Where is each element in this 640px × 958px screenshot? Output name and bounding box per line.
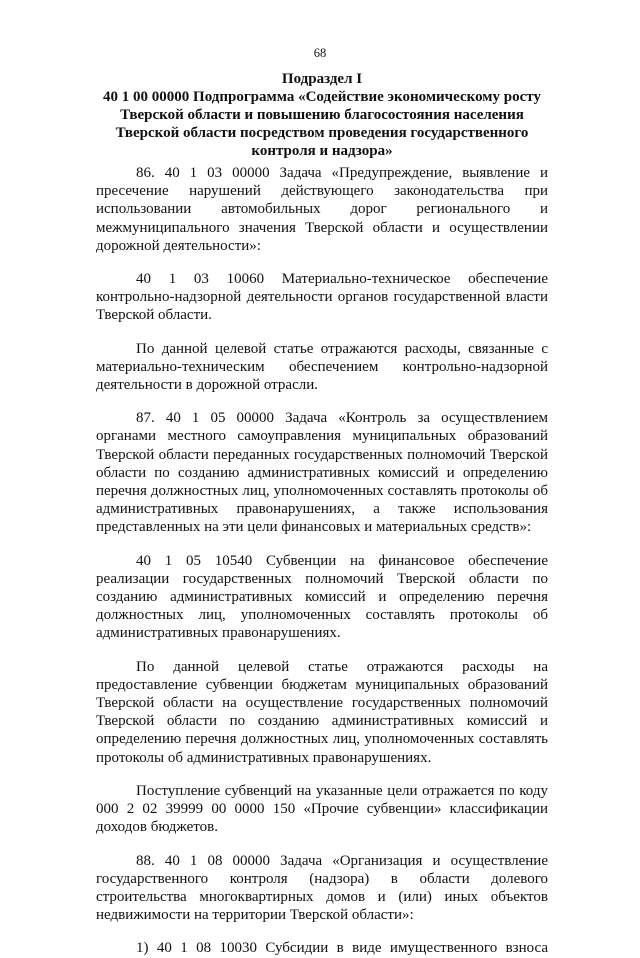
paragraph-task-88: 88. 40 1 08 00000 Задача «Организация и осуществление государственного контроля (надзора) в области долевого строительства многоквартирных домов и (или) иных объектов недвижимости на территории Тверской области»: [96, 852, 548, 924]
heading-line-program: 40 1 00 00000 Подпрограмма «Содействие экономическому росту [103, 89, 541, 105]
paragraph-task-86: 86. 40 1 03 00000 Задача «Предупреждение, выявление и пресечение нарушений действующего законодательства при использовании автомобильных дорог регионального и межмуниципального значения Тверской области и осуществлении дорожной деятельности»: [96, 165, 548, 254]
heading-line-program-cont-2: Тверской области посредством проведения государственного [115, 125, 529, 141]
heading-line-program-cont-1: Тверской области и повышению благосостояния населения [120, 107, 524, 123]
paragraph-article-40-1-05-10540: 40 1 05 10540 Субвенции на финансовое обеспечение реализации государственных полномочий Тверской области по созданию административных комиссий и определению перечня должностных лиц, уполномоченных составлять протоколы об административных правонарушениях. [96, 552, 548, 642]
paragraph-revenue-code: Поступление субвенций на указанные цели отражается по коду 000 2 02 39999 00 0000 150 «Прочие субвенции» классификации доходов бюджетов. [96, 782, 548, 836]
paragraph-article-description-2: По данной целевой статье отражаются расходы на предоставление субвенции бюджетам муниципальных образований Тверской области на осуществление государственных полномочий Тверской области по созданию административных комиссий и определению перечня должностных лиц, уполномоченных составлять протоколы об административных правонарушениях. [96, 658, 548, 766]
paragraph-item-1: 1) 40 1 08 10030 Субсидии в виде имущественного взноса [136, 940, 548, 957]
body-text [96, 164, 548, 958]
section-heading [96, 70, 548, 160]
paragraph-article-40-1-03-10060: 40 1 03 10060 Материально-техническое обеспечение контрольно-надзорной деятельности органов государственной власти Тверской области. [96, 271, 548, 324]
paragraph-article-description-1: По данной целевой статье отражаются расходы, связанные с материально-техническим обеспечением контрольно-надзорной деятельности в дорожной отрасли. [96, 340, 548, 394]
heading-line-subsection: Подраздел I [281, 71, 363, 87]
page-number: 68 [313, 46, 327, 60]
heading-line-program-cont-3: контроля и надзора» [251, 143, 393, 159]
paragraph-task-87: 87. 40 1 05 00000 Задача «Контроль за осуществлением органами местного самоуправления муниципальных образований Тверской области переданных государственных полномочий Тверской области по созданию административных комиссий и определению перечня должностных лиц, уполномоченных составлять протоколы об административных правонарушениях, а также использования представленных на эти цели финансовых и материальных средств»: [96, 410, 548, 536]
